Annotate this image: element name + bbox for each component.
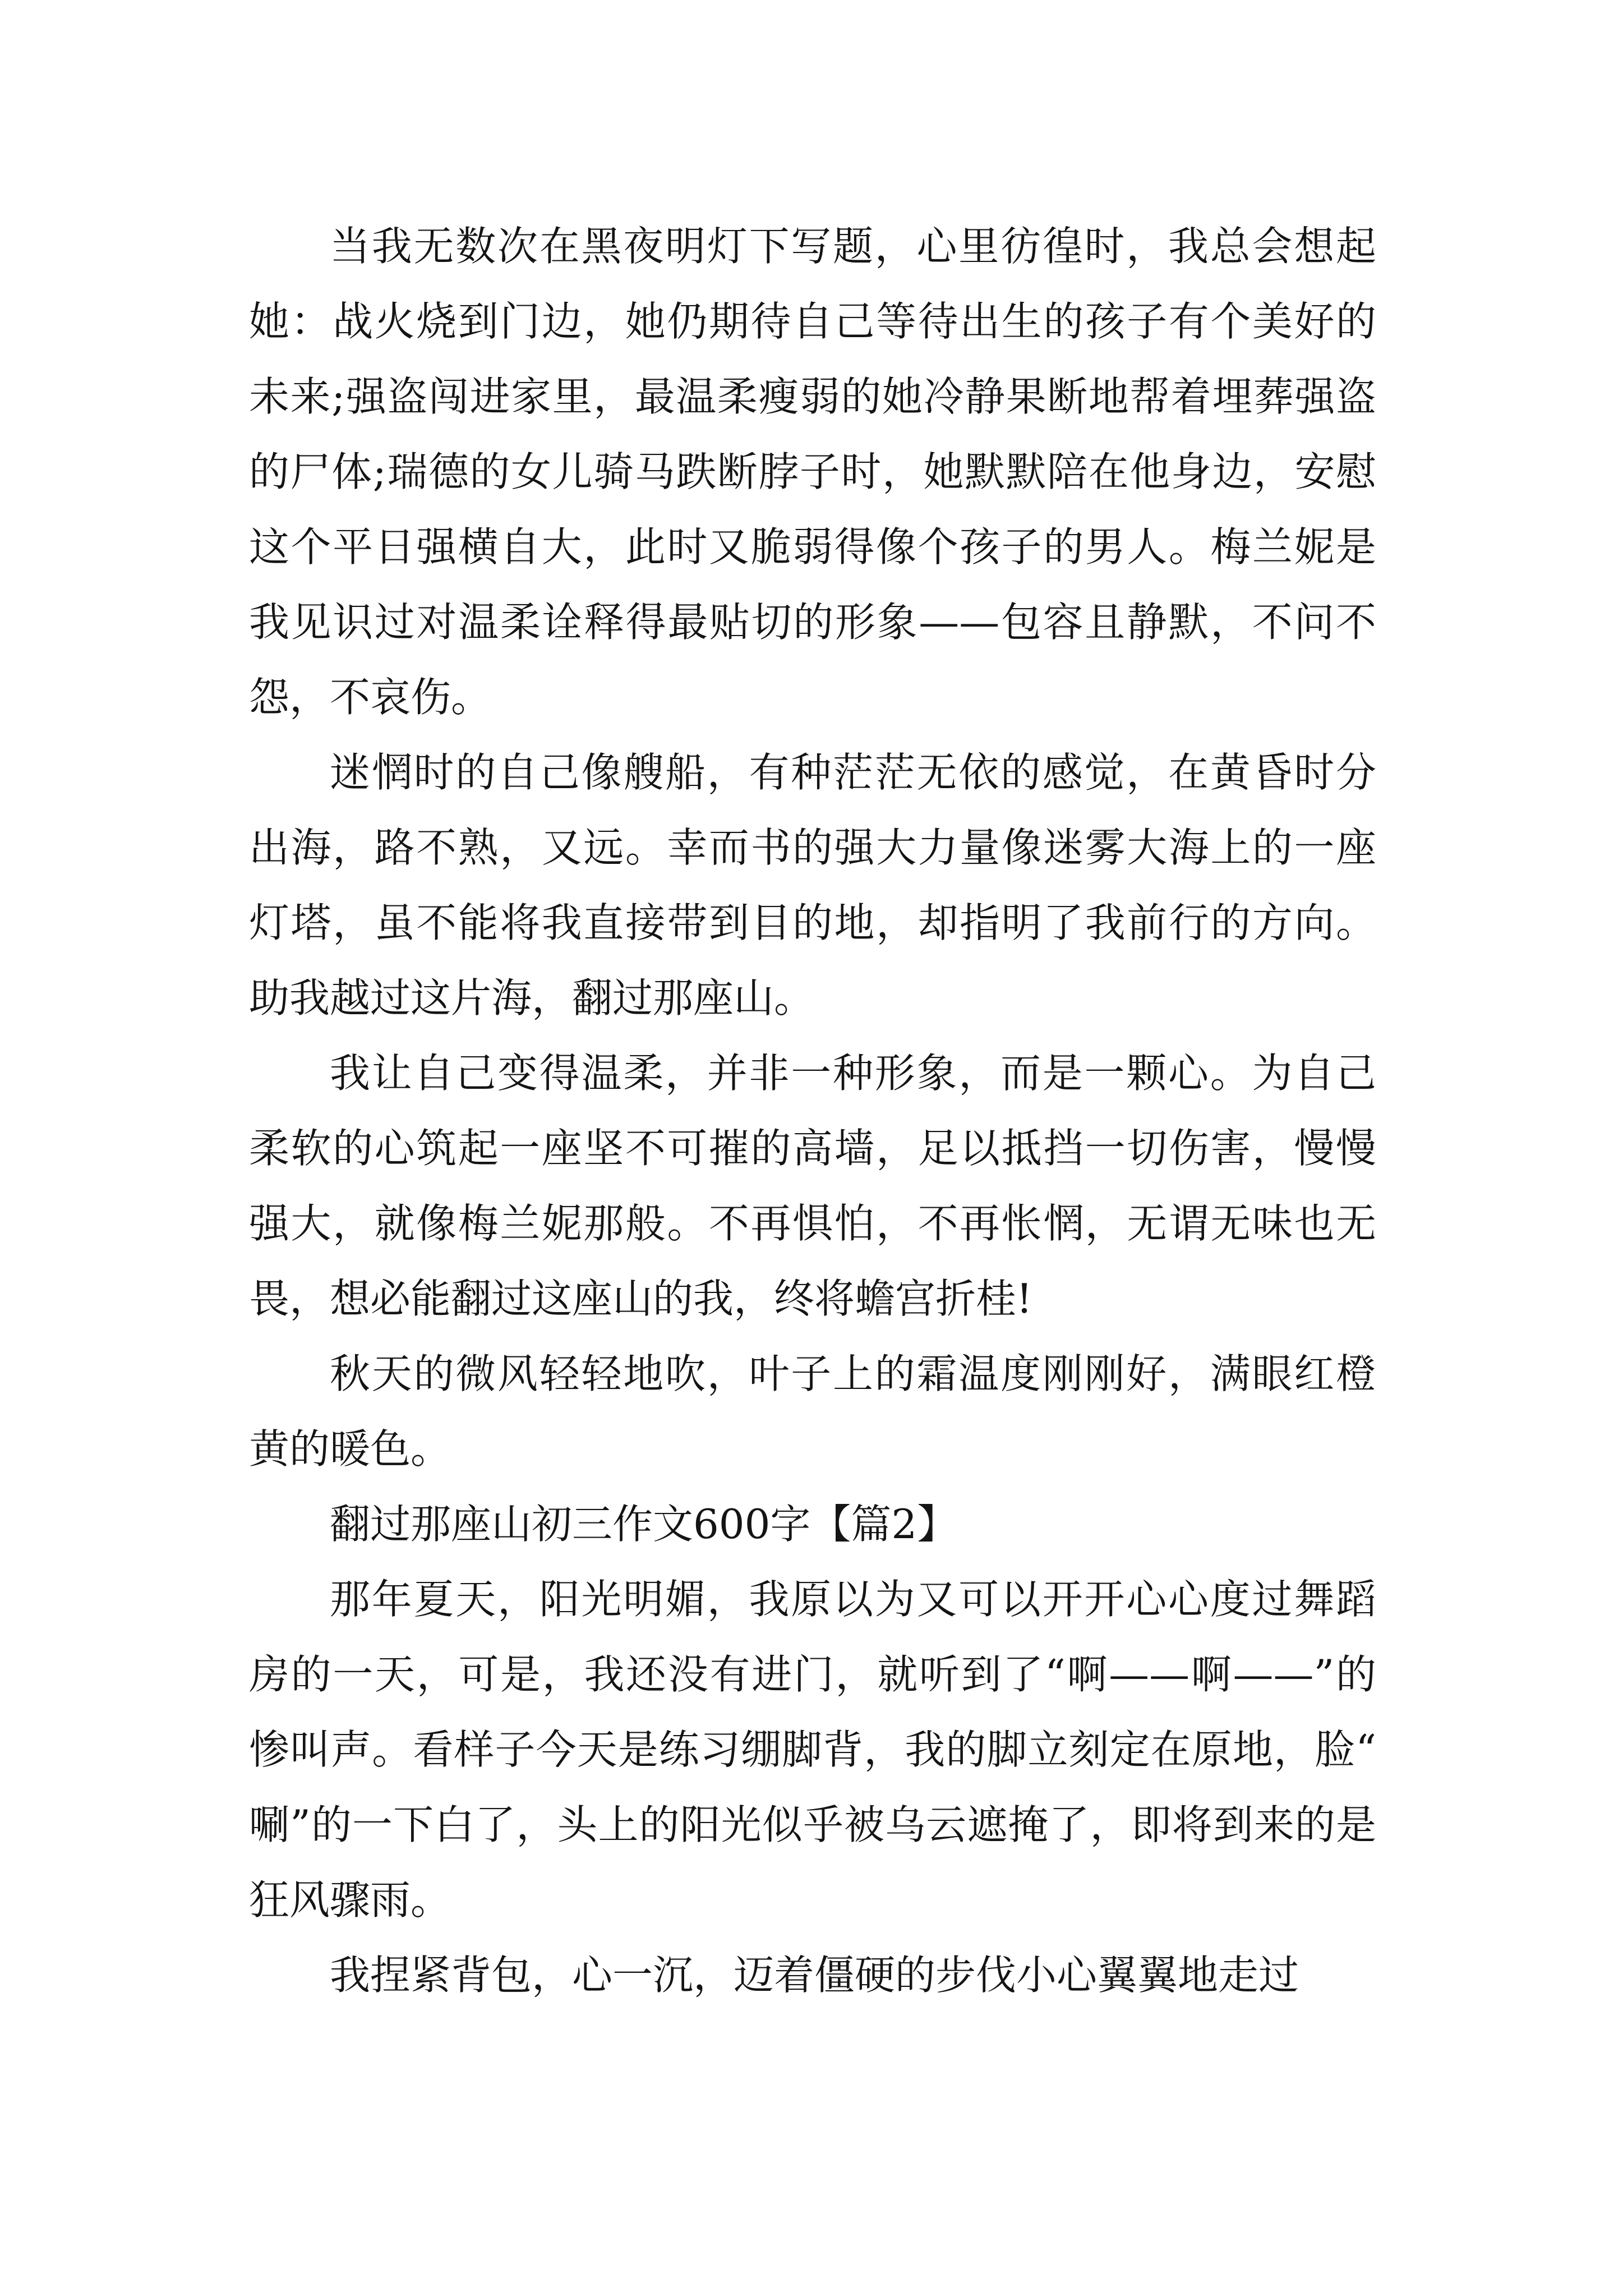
document-body [249,209,1376,2013]
paragraph-1: 当我无数次在黑夜明灯下写题，心里彷徨时，我总会想起她：战火烧到门边，她仍期待自己等待出生的孩子有个美好的未来;强盗闯进家里，最温柔瘦弱的她冷静果断地帮着埋葬强盗的尸体;瑞德的女儿骑马跌断脖子时，她默默陪在他身边，安慰这个平日强横自大，此时又脆弱得像个孩子的男人。梅兰妮是我见识过对温柔诠释得最贴切的形象——包容且静默，不问不怨，不哀伤。 [249,223,1376,721]
paragraph-3: 我让自己变得温柔，并非一种形象，而是一颗心。为自己柔软的心筑起一座坚不可摧的高墙，足以抵挡一切伤害，慢慢强大，就像梅兰妮那般。不再惧怕，不再怅惘，无谓无味也无畏，想必能翻过这座山的我，终将蟾宫折桂! [249,1050,1376,1322]
paragraph-2: 迷惘时的自己像艘船，有种茫茫无依的感觉，在黄昏时分出海，路不熟，又远。幸而书的强大力量像迷雾大海上的一座灯塔，虽不能将我直接带到目的地，却指明了我前行的方向。助我越过这片海，翻过那座山。 [249,749,1376,1022]
paragraph-6: 我捏紧背包，心一沉，迈着僵硬的步伐小心翼翼地走过 [330,1952,1299,1999]
section-heading: 翻过那座山初三作文600字【篇2】 [330,1501,958,1548]
paragraph-5: 那年夏天，阳光明媚，我原以为又可以开开心心度过舞蹈房的一天，可是，我还没有进门，就听到了“啊——啊——”的惨叫声。看样子今天是练习绷脚背，我的脚立刻定在原地，脸“唰”的一下白了，头上的阳光似乎被乌云遮掩了，即将到来的是狂风骤雨。 [249,1576,1376,1924]
paragraph-4: 秋天的微风轻轻地吹，叶子上的霜温度刚刚好，满眼红橙黄的暖色。 [249,1350,1376,1473]
